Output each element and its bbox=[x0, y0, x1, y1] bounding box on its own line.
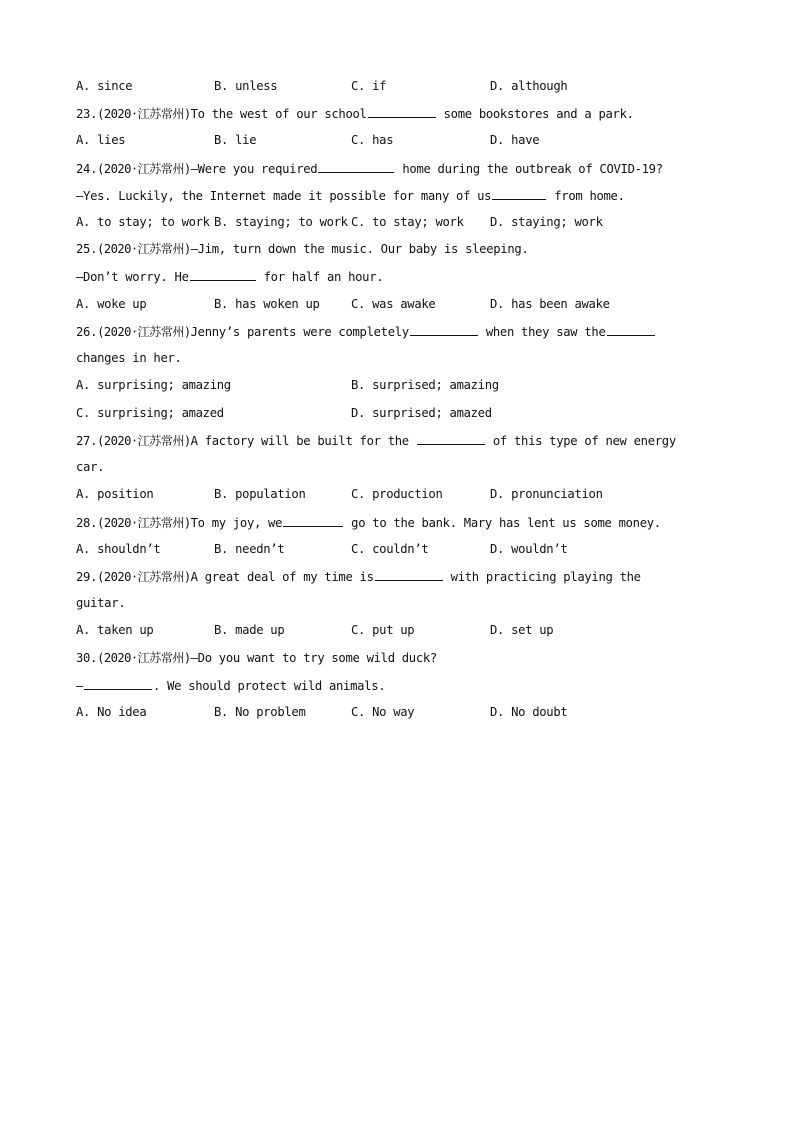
option-b: B. made up bbox=[214, 623, 285, 637]
stem-text: —Yes. Luckily, the Internet made it possible for many of us bbox=[76, 189, 492, 203]
option-c: C. if bbox=[351, 79, 387, 93]
options-row-27 bbox=[76, 485, 603, 503]
option-d: D. have bbox=[490, 133, 540, 147]
question-30-line2 bbox=[76, 676, 385, 694]
option-b: B. staying; to work bbox=[214, 215, 348, 229]
option-a: A. taken up bbox=[76, 623, 154, 637]
question-28-stem bbox=[76, 513, 661, 531]
option-a: A. shouldn’t bbox=[76, 542, 161, 556]
option-d: D. pronunciation bbox=[490, 487, 603, 501]
option-a: A. since bbox=[76, 79, 133, 93]
stem-text: —Do you want to try some wild duck? bbox=[190, 651, 437, 665]
option-c: C. No way bbox=[351, 705, 415, 719]
stem-text: for half an hour. bbox=[256, 270, 384, 284]
stem-text: when they saw the bbox=[478, 325, 606, 339]
option-a: A. position bbox=[76, 487, 154, 501]
option-d: D. although bbox=[490, 79, 568, 93]
stem-text: A factory will be built for the bbox=[190, 434, 416, 448]
answer-blank bbox=[84, 676, 152, 690]
question-source: (2020·江苏常州) bbox=[97, 325, 191, 339]
options-row-23 bbox=[76, 131, 540, 149]
stem-text: home during the outbreak of COVID-19? bbox=[395, 162, 663, 176]
option-d: D. wouldn’t bbox=[490, 542, 568, 556]
question-23-stem bbox=[76, 104, 634, 122]
question-24-stem bbox=[76, 159, 663, 177]
option-a: A. lies bbox=[76, 133, 126, 147]
question-number: 28. bbox=[76, 516, 98, 530]
stem-text: To the west of our school bbox=[190, 107, 367, 121]
question-source: (2020·江苏常州) bbox=[97, 570, 191, 584]
question-29-line2 bbox=[76, 594, 125, 612]
stem-text: changes in her. bbox=[76, 351, 182, 365]
option-c: C. surprising; amazed bbox=[76, 406, 224, 420]
question-number: 24. bbox=[76, 162, 98, 176]
options-row-24 bbox=[76, 213, 603, 231]
options-row-25 bbox=[76, 295, 610, 313]
question-26-line2 bbox=[76, 349, 182, 367]
question-30-stem bbox=[76, 649, 437, 667]
question-26-stem bbox=[76, 322, 656, 340]
options-row-28 bbox=[76, 540, 568, 558]
option-c: C. couldn’t bbox=[351, 542, 429, 556]
answer-blank bbox=[607, 322, 655, 336]
question-29-stem bbox=[76, 567, 641, 585]
options-row-30 bbox=[76, 703, 568, 721]
option-b: B. No problem bbox=[214, 705, 306, 719]
option-c: C. was awake bbox=[351, 297, 436, 311]
option-b: B. surprised; amazing bbox=[351, 378, 499, 392]
stem-text: some bookstores and a park. bbox=[436, 107, 634, 121]
option-d: D. surprised; amazed bbox=[351, 406, 492, 420]
question-number: 23. bbox=[76, 107, 98, 121]
option-c: C. to stay; work bbox=[351, 215, 464, 229]
stem-text: guitar. bbox=[76, 596, 126, 610]
options-row-26b bbox=[76, 404, 492, 422]
stem-text: Jenny’s parents were completely bbox=[190, 325, 409, 339]
stem-text: of this type of new energy bbox=[485, 434, 676, 448]
option-a: A. to stay; to work bbox=[76, 215, 210, 229]
options-row-26a bbox=[76, 376, 499, 394]
option-b: B. unless bbox=[214, 79, 278, 93]
option-d: D. has been awake bbox=[490, 297, 610, 311]
option-d: D. set up bbox=[490, 623, 554, 637]
stem-text: —Don’t worry. He bbox=[76, 270, 189, 284]
option-b: B. needn’t bbox=[214, 542, 285, 556]
option-b: B. population bbox=[214, 487, 306, 501]
option-a: A. woke up bbox=[76, 297, 147, 311]
stem-text: To my joy, we bbox=[190, 516, 283, 530]
option-b: B. lie bbox=[214, 133, 257, 147]
answer-blank bbox=[190, 267, 256, 281]
answer-blank bbox=[375, 567, 443, 581]
question-source: (2020·江苏常州) bbox=[97, 651, 191, 665]
option-b: B. has woken up bbox=[214, 297, 320, 311]
question-number: 29. bbox=[76, 570, 98, 584]
stem-text: from home. bbox=[547, 189, 625, 203]
options-row-22 bbox=[76, 77, 568, 95]
stem-text: go to the bank. Mary has lent us some money. bbox=[344, 516, 661, 530]
answer-blank bbox=[283, 513, 343, 527]
stem-text: A great deal of my time is bbox=[190, 570, 374, 584]
option-c: C. put up bbox=[351, 623, 415, 637]
question-source: (2020·江苏常州) bbox=[97, 162, 191, 176]
option-a: A. No idea bbox=[76, 705, 147, 719]
answer-blank bbox=[318, 159, 394, 173]
question-24-line2 bbox=[76, 186, 625, 204]
question-source: (2020·江苏常州) bbox=[97, 516, 191, 530]
question-number: 27. bbox=[76, 434, 98, 448]
question-27-line2 bbox=[76, 458, 104, 476]
question-source: (2020·江苏常州) bbox=[97, 434, 191, 448]
question-27-stem bbox=[76, 431, 676, 449]
option-c: C. has bbox=[351, 133, 394, 147]
answer-blank bbox=[417, 431, 485, 445]
answer-blank bbox=[492, 186, 546, 200]
question-source: (2020·江苏常州) bbox=[97, 242, 191, 256]
stem-text: — bbox=[76, 679, 84, 693]
question-number: 25. bbox=[76, 242, 98, 256]
options-row-29 bbox=[76, 621, 554, 639]
option-a: A. surprising; amazing bbox=[76, 378, 231, 392]
stem-text: —Jim, turn down the music. Our baby is sleeping. bbox=[190, 242, 529, 256]
question-source: (2020·江苏常州) bbox=[97, 107, 191, 121]
question-number: 26. bbox=[76, 325, 98, 339]
option-c: C. production bbox=[351, 487, 443, 501]
question-number: 30. bbox=[76, 651, 98, 665]
answer-blank bbox=[410, 322, 478, 336]
question-25-line2 bbox=[76, 267, 383, 285]
option-d: D. No doubt bbox=[490, 705, 568, 719]
stem-text: with practicing playing the bbox=[443, 570, 641, 584]
question-25-stem bbox=[76, 240, 528, 258]
stem-text: . We should protect wild animals. bbox=[153, 679, 386, 693]
option-d: D. staying; work bbox=[490, 215, 603, 229]
stem-text: car. bbox=[76, 460, 105, 474]
answer-blank bbox=[368, 104, 436, 118]
stem-text: —Were you required bbox=[190, 162, 318, 176]
